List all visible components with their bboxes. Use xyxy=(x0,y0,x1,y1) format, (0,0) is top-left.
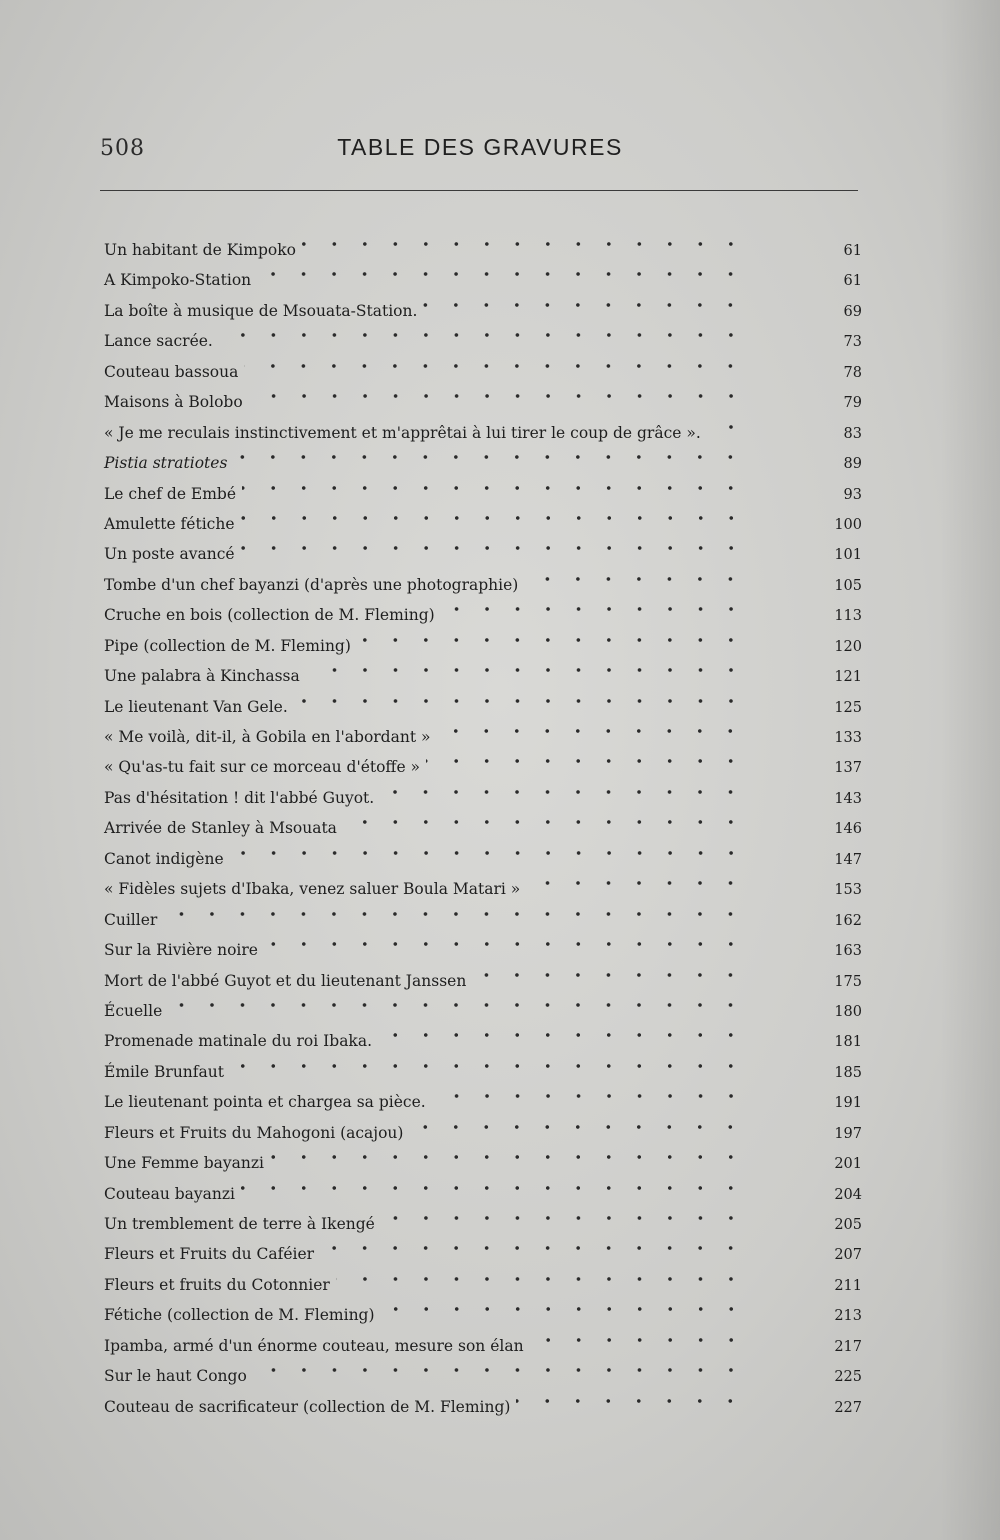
dot-leader xyxy=(242,469,818,499)
entry-title: Fleurs et fruits du Cotonnier xyxy=(104,1275,330,1294)
entry-title: Fétiche (collection de M. Fleming) xyxy=(104,1306,375,1325)
entry-title: Fleurs et Fruits du Mahogoni (acajou) xyxy=(104,1123,404,1142)
entry-page-number: 93 xyxy=(843,486,862,503)
dot-leader xyxy=(168,986,818,1016)
entry-page-number: 133 xyxy=(834,730,862,746)
dot-leader xyxy=(524,560,818,590)
dot-leader xyxy=(357,621,818,651)
entry-title: Un tremblement de terre à Ikengé xyxy=(104,1215,375,1233)
entry-title: Pistia stratiotes xyxy=(104,454,228,473)
entry-page-number: 100 xyxy=(834,516,862,533)
entry-page-number: 101 xyxy=(834,547,862,564)
entry-title: Sur la Rivière noire xyxy=(104,941,258,960)
entry-page-number: 143 xyxy=(834,790,862,807)
page-number: 508 xyxy=(100,136,145,161)
entry-title: « Qu'as-tu fait sur ce morceau d'étoffe » xyxy=(104,758,421,777)
entry-page-number: 180 xyxy=(834,1003,862,1020)
dot-leader xyxy=(530,1321,818,1351)
entry-page-number: 113 xyxy=(834,608,862,625)
entry-page-number: 121 xyxy=(834,669,862,686)
entry-title: Ipamba, armé d'un énorme couteau, mesure son élan xyxy=(104,1336,524,1355)
entry-title: Couteau bayanzi xyxy=(104,1184,235,1203)
dot-leader xyxy=(294,682,818,712)
entry-page-number: 120 xyxy=(834,638,862,655)
entry-title: Mort de l'abbé Guyot et du lieutenant Janssen xyxy=(104,971,467,990)
dot-leader xyxy=(253,1351,818,1381)
page-title: TABLE DES GRAVURES xyxy=(337,134,623,160)
entry-title: Le chef de Embé xyxy=(104,484,237,503)
entry-title: La boîte à musique de Msouata-Station. xyxy=(104,301,418,320)
entry-page-number: 211 xyxy=(834,1277,862,1294)
dot-leader xyxy=(381,1199,818,1229)
dot-leader xyxy=(219,316,818,346)
entry-title: Le lieutenant Van Gele. xyxy=(104,697,288,716)
entry-page-number: 147 xyxy=(834,851,862,868)
dot-leader xyxy=(441,590,818,620)
toc-entry xyxy=(104,1016,862,1051)
dot-leader xyxy=(244,347,818,377)
dot-leader xyxy=(472,956,818,986)
entry-page-number: 89 xyxy=(843,456,862,473)
dot-leader xyxy=(241,1169,818,1199)
entry-page-number: 197 xyxy=(834,1125,862,1142)
entry-title: Sur le haut Congo xyxy=(104,1367,247,1386)
entry-page-number: 153 xyxy=(834,882,862,899)
entry-title: Cuiller xyxy=(104,910,158,929)
entry-title: Émile Brunfaut xyxy=(104,1062,224,1081)
entry-title: Fleurs et Fruits du Caféier xyxy=(104,1245,315,1264)
entry-page-number: 125 xyxy=(834,699,862,716)
entry-page-number: 69 xyxy=(843,303,862,320)
entry-title: Promenade matinale du roi Ibaka. xyxy=(104,1032,372,1051)
dot-leader xyxy=(707,408,818,438)
entry-title: Tombe d'un chef bayanzi (d'après une photographie) xyxy=(104,575,519,594)
entry-page-number: 83 xyxy=(843,425,862,442)
entry-page-number: 185 xyxy=(834,1064,862,1081)
entry-page-number: 207 xyxy=(834,1247,862,1264)
dot-leader xyxy=(257,255,818,285)
entry-page-number: 225 xyxy=(834,1369,862,1386)
entry-title: Couteau bassoua xyxy=(104,362,239,381)
entry-title: Pipe (collection de M. Fleming) xyxy=(104,636,351,655)
entry-title: A Kimpoko-Station xyxy=(104,271,252,290)
entry-page-number: 181 xyxy=(834,1034,862,1051)
dot-leader xyxy=(409,1108,818,1138)
entry-title: Arrivée de Stanley à Msouata xyxy=(104,819,337,838)
entry-title: Cruche en bois (collection de M. Fleming) xyxy=(104,606,435,625)
dot-leader xyxy=(163,895,818,925)
dot-leader xyxy=(249,377,818,407)
toc-entry xyxy=(104,225,862,259)
dot-leader xyxy=(306,651,818,681)
dot-leader xyxy=(380,773,818,803)
entry-title: « Fidèles sujets d'Ibaka, venez saluer Boula Matari » xyxy=(104,880,521,899)
entry-page-number: 163 xyxy=(834,943,862,960)
dot-leader xyxy=(526,864,818,894)
toc-entry xyxy=(104,895,862,929)
header-rule xyxy=(100,190,858,191)
entry-title: Lance sacrée. xyxy=(104,332,213,351)
dot-leader xyxy=(302,225,818,255)
dot-leader xyxy=(320,1229,818,1259)
dot-leader xyxy=(270,1138,818,1168)
entry-title: Écuelle xyxy=(104,1001,163,1020)
dot-leader xyxy=(241,499,819,529)
dot-leader xyxy=(436,712,818,742)
entry-page-number: 205 xyxy=(834,1217,862,1233)
entry-page-number: 79 xyxy=(843,395,862,412)
entry-page-number: 73 xyxy=(843,334,862,351)
toc-entry xyxy=(104,986,862,1020)
dot-leader xyxy=(264,925,818,955)
dot-leader xyxy=(241,529,818,559)
entry-title: Pas d'hésitation ! dit l'abbé Guyot. xyxy=(104,788,375,807)
entry-page-number: 105 xyxy=(834,577,862,594)
entry-page-number: 175 xyxy=(834,973,862,990)
dot-leader xyxy=(336,1260,818,1290)
entry-page-number: 61 xyxy=(843,273,862,290)
page-header xyxy=(100,132,860,166)
entry-title: Un habitant de Kimpoko xyxy=(104,241,296,259)
dot-leader xyxy=(230,1047,818,1077)
entry-title: Le lieutenant pointa et chargea sa pièce. xyxy=(104,1093,426,1112)
dot-leader xyxy=(426,742,818,772)
entry-title: Une Femme bayanzi xyxy=(104,1154,264,1173)
dot-leader xyxy=(423,286,818,316)
entry-page-number: 217 xyxy=(834,1338,862,1355)
dot-leader xyxy=(516,1382,818,1412)
table-of-illustrations xyxy=(104,225,862,1416)
entry-title: Maisons à Bolobo xyxy=(104,393,243,412)
entry-page-number: 146 xyxy=(834,821,862,838)
toc-entry xyxy=(104,925,862,960)
dot-leader xyxy=(432,1077,818,1107)
entry-title: Couteau de sacrificateur (collection de M. Fleming) xyxy=(104,1397,511,1416)
entry-page-number: 78 xyxy=(843,364,862,381)
entry-page-number: 201 xyxy=(834,1156,862,1173)
entry-page-number: 227 xyxy=(834,1399,862,1416)
dot-leader xyxy=(378,1016,818,1046)
entry-title: Une palabra à Kinchassa xyxy=(104,667,300,686)
dot-leader xyxy=(233,438,818,468)
entry-title: « Je me reculais instinctivement et m'apprêtai à lui tirer le coup de grâce ». xyxy=(104,423,701,442)
entry-page-number: 61 xyxy=(843,243,862,259)
entry-title: « Me voilà, dit-il, à Gobila en l'abordant » xyxy=(104,728,431,746)
dot-leader xyxy=(230,834,818,864)
dot-leader xyxy=(381,1290,818,1320)
entry-title: Amulette fétiche xyxy=(104,514,235,533)
entry-page-number: 213 xyxy=(834,1308,862,1325)
entry-page-number: 137 xyxy=(834,760,862,777)
entry-page-number: 162 xyxy=(834,912,862,929)
entry-title: Canot indigène xyxy=(104,849,224,868)
dot-leader xyxy=(343,803,818,833)
entry-title: Un poste avancé xyxy=(104,545,235,564)
entry-page-number: 204 xyxy=(834,1186,862,1203)
entry-page-number: 191 xyxy=(834,1095,862,1112)
